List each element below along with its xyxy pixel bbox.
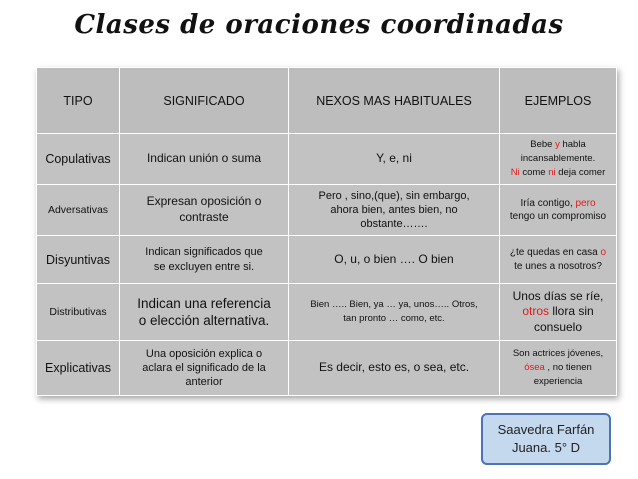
cell-nexos: [289, 134, 500, 185]
nexos-line: Bien ….. Bien, ya … ya, unos….. Otros,: [310, 299, 478, 311]
author-box: [481, 413, 611, 465]
table-row-disyuntivas: [37, 236, 617, 284]
table-row-copulativas: [37, 134, 617, 185]
ejemplo-line: Son actrices jóvenes,: [512, 348, 604, 360]
significado-line: Una oposición explica o: [145, 347, 263, 360]
ejemplo-nexo-highlight: pero: [575, 197, 596, 209]
cell-tipo: Disyuntivas: [37, 236, 120, 284]
cell-significado: [120, 341, 289, 396]
ejemplo-line: [504, 361, 612, 375]
coordinated-sentences-table: [36, 67, 617, 396]
ejemplo-line: [504, 304, 612, 320]
table-header-row: [37, 68, 617, 134]
ejemplo-line: [504, 166, 612, 180]
ejemplo-line: [504, 138, 612, 152]
ejemplo-text: ¿te quedas en casa: [509, 247, 601, 258]
significado-line: Indican unión o suma: [146, 151, 262, 166]
ejemplo-text: habla: [559, 139, 586, 151]
ejemplo-text: , no tienen: [544, 362, 592, 374]
cell-ejemplo: [500, 236, 617, 284]
ejemplo-line: tengo un compromiso: [509, 211, 607, 222]
cell-ejemplo: [500, 284, 617, 341]
ejemplo-nexo-highlight: ni: [548, 166, 556, 178]
cell-ejemplo: [500, 341, 617, 396]
header-nexos: NEXOS MAS HABITUALES: [289, 68, 500, 134]
cell-tipo: Copulativas: [37, 134, 120, 185]
ejemplo-text: Iría contigo,: [520, 197, 576, 209]
cell-tipo: Distributivas: [37, 284, 120, 341]
table-row-explicativas: [37, 341, 617, 396]
ejemplo-text: llora sin: [549, 304, 594, 319]
cell-significado: [120, 185, 289, 236]
table-row-distributivas: [37, 284, 617, 341]
cell-ejemplo: [500, 134, 617, 185]
ejemplo-line: experiencia: [533, 375, 583, 387]
ejemplo-nexo-highlight: otros: [522, 304, 549, 319]
nexos-line: Es decir, esto es, o sea, etc.: [318, 360, 470, 375]
table-row-adversativas: [37, 185, 617, 236]
nexos-line: Y, e, ni: [376, 151, 412, 166]
ejemplo-line: consuelo: [533, 319, 583, 334]
ejemplo-line: [504, 197, 612, 211]
significado-line: Expresan oposición o: [146, 194, 262, 209]
cell-tipo: Explicativas: [37, 341, 120, 396]
significado-line: anterior: [185, 376, 223, 389]
cell-significado: [120, 134, 289, 185]
ejemplo-line: [504, 246, 612, 260]
nexos-line: ahora bien, antes bien, no: [330, 203, 458, 216]
cell-nexos: [289, 185, 500, 236]
ejemplo-text: come: [519, 166, 549, 178]
cell-significado: [120, 284, 289, 341]
ejemplo-nexo-highlight: y: [555, 139, 560, 151]
ejemplo-text: Bebe: [530, 139, 556, 151]
cell-nexos: [289, 284, 500, 341]
ejemplo-text: deja comer: [555, 166, 606, 178]
header-ejemplos: EJEMPLOS: [500, 68, 617, 134]
author-name: Saavedra Farfán: [497, 422, 595, 438]
significado-line: Indican una referencia: [137, 295, 271, 311]
cell-ejemplo: [500, 185, 617, 236]
cell-nexos: [289, 341, 500, 396]
ejemplo-line: Unos días se ríe,: [512, 288, 604, 303]
ejemplo-nexo-highlight: Ni: [510, 166, 520, 178]
cell-significado: [120, 236, 289, 284]
significado-line: contraste: [179, 210, 229, 224]
cell-nexos: [289, 236, 500, 284]
significado-line: aclara el significado de la: [142, 361, 266, 374]
ejemplo-nexo-highlight: ósea: [524, 362, 545, 374]
ejemplo-line: te unes a nosotros?: [514, 260, 602, 272]
ejemplo-line: incansablemente.: [520, 153, 596, 165]
nexos-line: tan pronto … como, etc.: [343, 313, 445, 324]
significado-line: Indican significados que: [145, 246, 263, 259]
ejemplo-nexo-highlight: o: [600, 247, 607, 258]
cell-tipo: Adversativas: [37, 185, 120, 236]
author-class: Juana. 5° D: [511, 440, 581, 455]
header-significado: SIGNIFICADO: [120, 68, 289, 134]
significado-line: se excluyen entre si.: [153, 260, 255, 273]
nexos-line: O, u, o bien …. O bien: [334, 251, 454, 266]
header-tipo: TIPO: [37, 68, 120, 134]
page-title: Clases de oraciones coordinadas: [74, 10, 564, 40]
nexos-line: Pero , sino,(que), sin embargo,: [318, 189, 470, 202]
nexos-line: obstante…….: [360, 218, 428, 231]
significado-line: o elección alternativa.: [138, 313, 270, 328]
